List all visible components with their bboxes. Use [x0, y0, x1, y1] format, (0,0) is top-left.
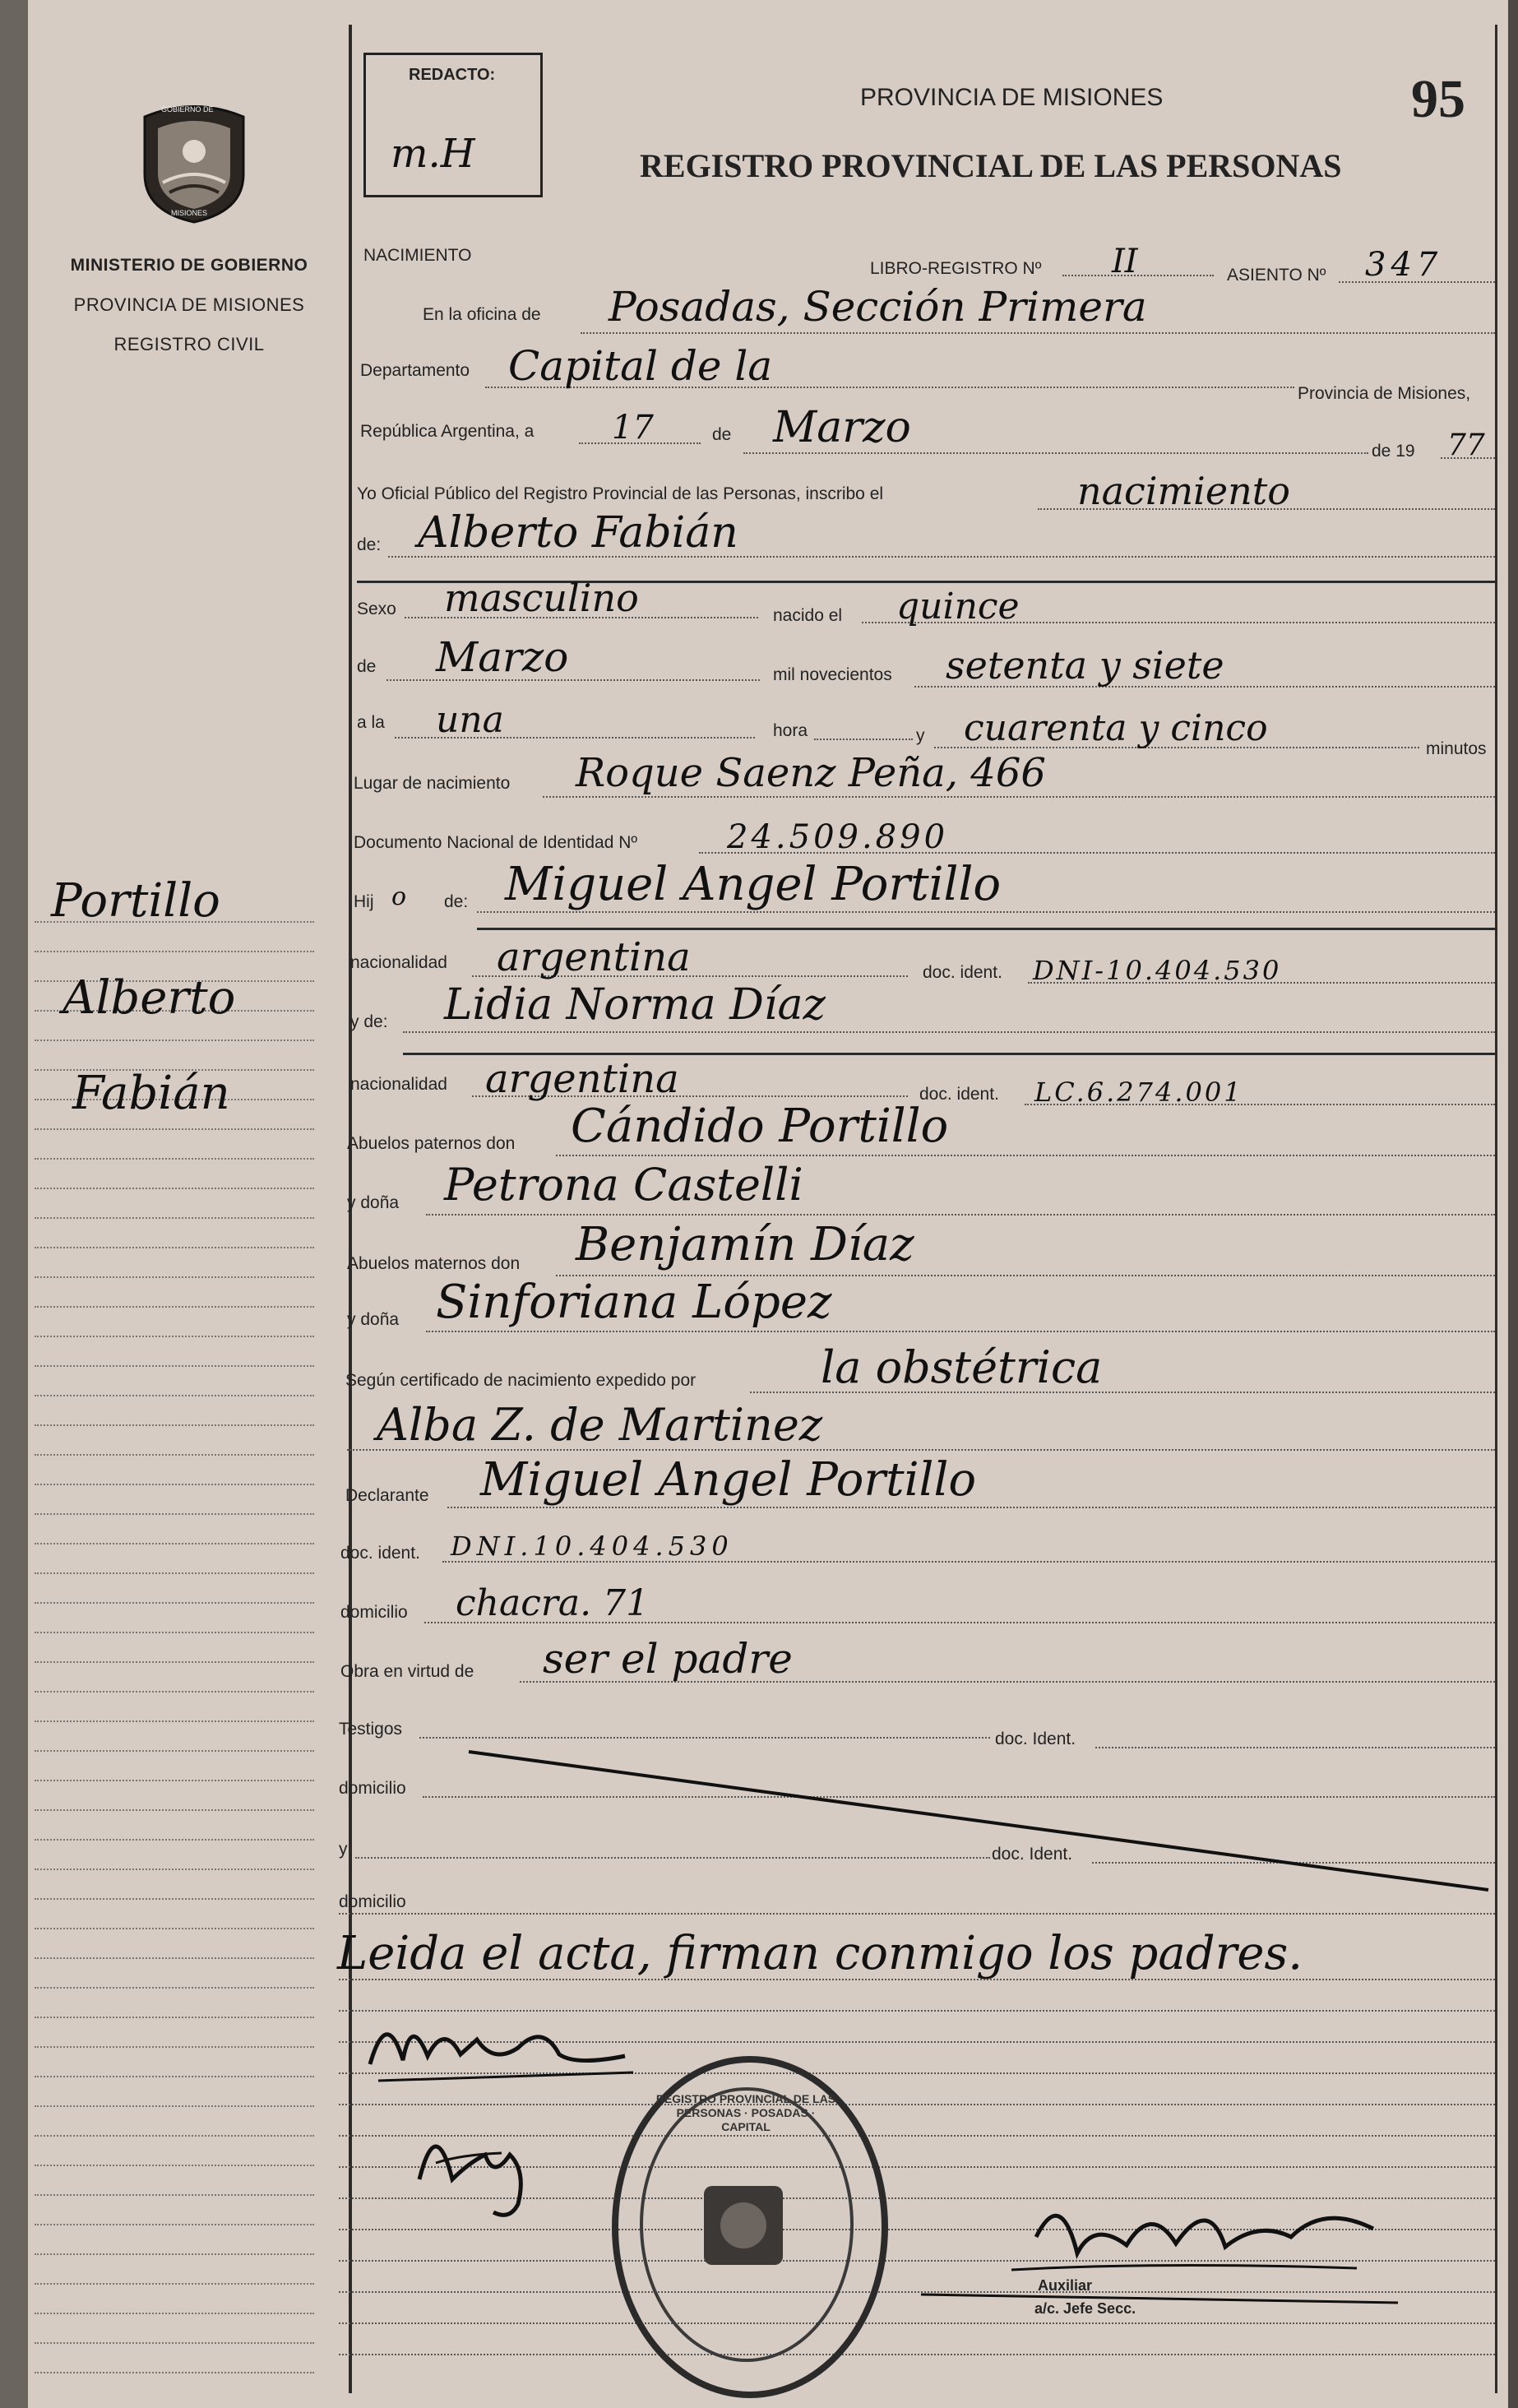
padre-line [477, 911, 1495, 913]
margin-rule-line [35, 2194, 314, 2196]
yo-value: nacimiento [1077, 469, 1290, 513]
margin-rule-line [35, 2017, 314, 2018]
mil-label: mil novecientos [773, 665, 892, 684]
margin-rule-line [35, 2135, 314, 2137]
abuela-mat-line [426, 1331, 1495, 1332]
segun-label: Según certificado de nacimiento expedido por [345, 1371, 697, 1390]
province-header: PROVINCIA DE MISIONES [860, 84, 1164, 111]
sexo-label: Sexo [357, 600, 396, 618]
lugar-label: Lugar de nacimiento [354, 774, 511, 793]
nacido-label: nacido el [773, 606, 843, 625]
stamp-text: REGISTRO PROVINCIAL DE LAS PERSONAS · POSADAS · CAPITAL [655, 2092, 836, 2133]
domicilio3-label: domicilio [339, 1892, 406, 1911]
obra-label: Obra en virtud de [340, 1662, 474, 1681]
margin-rule-line [35, 1365, 314, 1367]
margin-rule-line [35, 1128, 314, 1130]
provincia-suffix: Provincia de Misiones, [1298, 384, 1471, 403]
declarante-doc-value: DNI.10.404.530 [451, 1530, 734, 1562]
margin-rule-line [35, 1513, 314, 1515]
margin-rule-line [35, 1661, 314, 1663]
lugar-value: Roque Saenz Peña, 466 [576, 750, 1046, 796]
redacto-label: REDACTO: [409, 66, 496, 84]
padre-docident-label: doc. ident. [923, 963, 1002, 982]
asiento-label: ASIENTO Nº [1227, 266, 1326, 285]
madre-value: Lidia Norma Díaz [444, 980, 826, 1030]
margin-rule-line [35, 2283, 314, 2285]
margin-rule-line [35, 1720, 314, 1722]
margin-rule-line [35, 1869, 314, 1870]
y-label: y [916, 726, 925, 745]
dia-value: 17 [612, 409, 654, 447]
margin-rule-line [35, 1543, 314, 1544]
redacto-initials: m.H [391, 131, 475, 177]
margin-rule-line [35, 1839, 314, 1841]
nacido-value: quince [896, 586, 1020, 627]
margin-rule-line [35, 1987, 314, 1989]
testigos-line [419, 1737, 990, 1739]
page-number: 95 [1411, 69, 1465, 129]
margin-rule-line [35, 1306, 314, 1308]
margin-rule-line [35, 1780, 314, 1781]
madre-doc-value: LC.6.274.001 [1034, 1077, 1243, 1108]
margin-rule-line [35, 1336, 314, 1337]
margin-rule-line [35, 2372, 314, 2373]
padre-nac-label: nacionalidad [350, 953, 447, 972]
separator-3 [403, 1053, 1495, 1055]
abuela-pat-line [426, 1214, 1495, 1216]
signature-father [354, 1990, 650, 2097]
ministry-line-3: REGISTRO CIVIL [113, 334, 265, 354]
margin-rule-line [35, 1750, 314, 1752]
closing-line [339, 1979, 1495, 1980]
ministry-line-1: MINISTERIO DE GOBIERNO [70, 256, 308, 275]
obra-value: ser el padre [543, 1635, 793, 1683]
domicilio-label: domicilio [340, 1603, 408, 1622]
dni-value: 24.509.890 [727, 818, 949, 856]
abuela-mat-value: Sinforiana López [436, 1276, 832, 1329]
margin-rule-line [35, 2313, 314, 2314]
margin-rule-line [35, 951, 314, 952]
testigos-docident-label: doc. Ident. [995, 1730, 1076, 1748]
margin-name-second: Fabián [72, 1067, 230, 1120]
page-edge-right [1508, 0, 1518, 2408]
oficina-label: En la oficina de [423, 305, 541, 324]
declarante-value: Miguel Angel Portillo [480, 1453, 977, 1507]
nombre-value: Alberto Fabián [418, 508, 738, 558]
seal-text-top: GOBIERNO DE [161, 105, 214, 113]
margin-rule-right [1495, 25, 1497, 2393]
departamento-label: Departamento [360, 361, 470, 380]
madre-line [403, 1031, 1495, 1033]
coat-of-arms-icon [137, 100, 252, 224]
libro-line [1062, 275, 1214, 276]
abuelos-pat-label: Abuelos paternos don [347, 1134, 516, 1153]
page-edge-left [0, 0, 28, 2408]
abuelo-pat-line [556, 1155, 1495, 1156]
padre-nac-value: argentina [497, 934, 691, 980]
y2-label: y [339, 1840, 348, 1859]
margin-rule-line [35, 1632, 314, 1633]
madre-nac-label: nacionalidad [350, 1075, 447, 1094]
sexo-value: masculino [444, 576, 639, 620]
abuelo-pat-value: Cándido Portillo [571, 1100, 949, 1153]
official-title-2: a/c. Jefe Secc. [1034, 2300, 1136, 2317]
hijo-suffix: o [391, 882, 407, 911]
margin-rule-line [35, 2105, 314, 2107]
oficina-value: Posadas, Sección Primera [609, 283, 1147, 331]
de2-label: de [357, 657, 377, 676]
declarante-label: Declarante [345, 1486, 429, 1505]
official-stamp-icon [612, 2056, 888, 2398]
asiento-value: 347 [1365, 246, 1443, 284]
official-title-1: Auxiliar [1038, 2277, 1093, 2294]
registry-title: REGISTRO PROVINCIAL DE LAS PERSONAS [640, 147, 1342, 184]
de-nombre-label: de: [357, 535, 382, 554]
margin-rule-line [35, 1484, 314, 1485]
hora-label: hora [773, 721, 808, 740]
margin-rule-line [35, 2046, 314, 2048]
abuela-pat-value: Petrona Castelli [444, 1159, 803, 1211]
yo-oficial-label: Yo Oficial Público del Registro Provincial de las Personas, inscribo el [357, 484, 884, 503]
testigos-label: Testigos [339, 1720, 403, 1739]
margin-rule-line [35, 2224, 314, 2225]
separator-2 [477, 928, 1495, 930]
margin-rule-line [35, 1158, 314, 1160]
margin-rule-line [35, 1395, 314, 1396]
yde-label: y de: [350, 1012, 388, 1031]
mil-value: setenta y siete [946, 643, 1224, 688]
margin-rule-line [35, 1247, 314, 1248]
margin-rule-line [35, 2342, 314, 2344]
lugar-line [543, 796, 1495, 798]
redacto-box [363, 53, 543, 197]
closing-statement: Leida el acta, firman conmigo los padres. [337, 1927, 1303, 1980]
margin-name-surname: Portillo [51, 874, 220, 928]
margin-rule-line [35, 2165, 314, 2166]
form-type-label: NACIMIENTO [363, 246, 472, 265]
anio-value: 77 [1447, 428, 1485, 462]
mes-value: Marzo [773, 403, 911, 452]
de-label: de [712, 425, 732, 444]
margin-rule-line [35, 2076, 314, 2077]
hijo-label: Hij [354, 892, 374, 911]
signature-mother [403, 2105, 567, 2229]
signature-official [913, 2171, 1406, 2360]
padre-value: Miguel Angel Portillo [505, 858, 1002, 911]
abuela-mat-label: y doña [347, 1310, 400, 1329]
oficina-line [581, 332, 1495, 334]
declarante-doc-label: doc. ident. [340, 1544, 420, 1563]
margin-rule-line [35, 1454, 314, 1456]
margin-rule-line [35, 1957, 314, 1959]
domicilio2-label: domicilio [339, 1779, 406, 1798]
libro-value: II [1112, 243, 1138, 280]
minutos-value: cuarenta y cinco [964, 707, 1268, 749]
declarante-line [447, 1507, 1495, 1508]
margin-rule-line [35, 1691, 314, 1693]
dni-label: Documento Nacional de Identidad Nº [354, 833, 638, 852]
padre-doc-value: DNI-10.404.530 [1033, 955, 1282, 986]
abuelo-mat-value: Benjamín Díaz [576, 1218, 914, 1271]
de19-label: de 19 [1372, 442, 1415, 461]
abuelos-mat-label: Abuelos maternos don [347, 1254, 521, 1273]
hijo-de-label: de: [444, 892, 469, 911]
seal-text-bottom: MISIONES [171, 209, 208, 217]
hora-gap-line [814, 739, 913, 740]
margin-rule-line [35, 1217, 314, 1219]
domicilio3-line [339, 1913, 1495, 1915]
margin-rule-line [35, 1276, 314, 1278]
segun-value-2: Alba Z. de Martinez [377, 1399, 823, 1451]
margin-rule-line [35, 1188, 314, 1189]
domicilio-value: chacra. 71 [456, 1582, 650, 1624]
margin-rule-line [35, 1040, 314, 1041]
libro-label: LIBRO-REGISTRO Nº [870, 259, 1042, 278]
departamento-value: Capital de la [508, 342, 773, 390]
segun-value: la obstétrica [821, 1341, 1103, 1393]
margin-rule-line [35, 1898, 314, 1900]
witness-strike-line [460, 1743, 1497, 1900]
margin-rule-line [35, 2253, 314, 2255]
margin-rule-line [35, 1424, 314, 1426]
ministry-line-2: PROVINCIA DE MISIONES [73, 294, 305, 315]
margin-rule-line [35, 1572, 314, 1574]
margin-rule-line [35, 1928, 314, 1929]
mes2-value: Marzo [436, 633, 569, 681]
mes-line [743, 452, 1368, 454]
republica-label: República Argentina, a [360, 422, 535, 441]
abuela-pat-label: y doña [347, 1193, 400, 1212]
madre-docident-label: doc. ident. [919, 1085, 999, 1104]
madre-nac-value: argentina [485, 1056, 679, 1102]
margin-name-first: Alberto [62, 971, 236, 1025]
ala-label: a la [357, 713, 385, 732]
minutos-label: minutos [1426, 739, 1487, 758]
margin-rule-line [35, 1602, 314, 1604]
hora-value: una [436, 699, 504, 741]
margin-rule-line [35, 1809, 314, 1811]
testigo2-docident-label: doc. Ident. [992, 1845, 1073, 1864]
